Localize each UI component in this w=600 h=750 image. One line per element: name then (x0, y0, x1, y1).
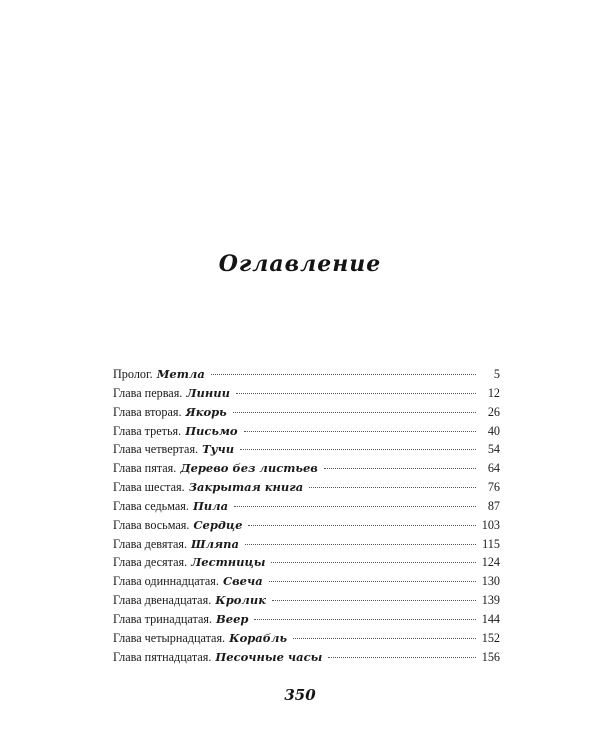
toc-page-number: 64 (487, 461, 500, 476)
toc-chapter-name: Якорь (185, 404, 227, 419)
toc-page-number: 76 (487, 480, 500, 495)
toc-chapter-name: Лестницы (191, 555, 266, 570)
toc-entry (113, 553, 500, 572)
dot-leader (245, 544, 476, 545)
toc-entry (113, 497, 500, 516)
toc-chapter-label: Глава девятая. (113, 536, 188, 551)
toc-chapter-name: Свеча (222, 574, 263, 589)
toc-page-number: 26 (487, 404, 500, 419)
toc-page-number: 130 (481, 574, 500, 589)
toc-chapter-label: Пролог. (113, 367, 153, 381)
toc-chapter-label: Глава пятая. (113, 461, 177, 476)
toc-chapter-name: Метла (156, 367, 205, 381)
toc-page-number: 5 (493, 367, 500, 381)
toc-chapter-name: Сердце (193, 517, 243, 532)
toc-page-number: 12 (487, 385, 500, 400)
dot-leader (269, 581, 476, 582)
toc-chapter-name: Тучи (202, 442, 235, 457)
toc-chapter-name: Дерево без листьев (180, 461, 318, 476)
toc-chapter-label: Глава первая. (113, 385, 183, 400)
toc-entry (113, 459, 500, 478)
toc-chapter-name: Корабль (229, 630, 288, 645)
toc-chapter-name: Песочные часы (215, 649, 323, 664)
toc-entry (113, 648, 500, 667)
toc-chapter-label: Глава одиннадцатая. (113, 574, 219, 589)
toc-chapter-name: Веер (216, 611, 249, 626)
toc-chapter-label: Глава вторая. (113, 404, 182, 419)
toc-entry (113, 535, 500, 554)
toc-chapter-label: Глава десятая. (113, 555, 188, 570)
dot-leader (248, 525, 475, 526)
toc-chapter-name: Письмо (185, 423, 238, 438)
toc-page-number: 152 (481, 630, 500, 645)
toc-chapter-label: Глава восьмая. (113, 517, 190, 532)
toc-page-number: 144 (481, 611, 500, 626)
toc-chapter-label: Глава тринадцатая. (113, 611, 213, 626)
toc-chapter-name: Закрытая книга (188, 480, 304, 495)
dot-leader (271, 562, 475, 563)
toc-chapter-label: Глава четвертая. (113, 442, 199, 457)
dot-leader (293, 638, 476, 639)
toc-chapter-name: Кролик (215, 593, 266, 608)
toc-chapter-label: Глава седьмая. (113, 498, 189, 513)
toc-entry (113, 440, 500, 459)
dot-leader (324, 468, 476, 469)
toc-entry (113, 516, 500, 535)
dot-leader (328, 657, 475, 658)
toc-chapter-name: Пила (192, 498, 229, 513)
toc-chapter-label: Глава шестая. (113, 480, 185, 495)
toc-chapter-name: Шляпа (191, 536, 239, 551)
dot-leader (211, 374, 476, 375)
toc-chapter-label: Глава пятнадцатая. (113, 649, 212, 664)
dot-leader (234, 506, 476, 507)
toc-page-number: 103 (481, 517, 500, 532)
toc-entry (113, 478, 500, 497)
toc-entry (113, 572, 500, 591)
dot-leader (240, 449, 476, 450)
toc-chapter-label: Глава третья. (113, 423, 182, 438)
toc-page-number: 124 (481, 555, 500, 570)
toc-entry (113, 422, 500, 441)
page-title: Оглавление (218, 251, 382, 277)
toc-entry (113, 365, 500, 384)
toc-entry (113, 629, 500, 648)
toc-chapter-label: Глава двенадцатая. (113, 593, 212, 608)
dot-leader (309, 487, 476, 488)
dot-leader (244, 431, 476, 432)
toc-entry (113, 610, 500, 629)
table-of-contents (113, 365, 500, 667)
toc-page-number: 87 (487, 498, 500, 513)
toc-entry (113, 591, 500, 610)
toc-chapter-label: Глава четырнадцатая. (113, 630, 226, 645)
dot-leader (236, 393, 476, 394)
toc-page-number: 54 (487, 442, 500, 457)
toc-chapter-name: Линии (186, 385, 230, 400)
dot-leader (233, 412, 476, 413)
toc-entry (113, 403, 500, 422)
toc-page-number: 156 (481, 649, 500, 664)
dot-leader (272, 600, 476, 601)
dot-leader (254, 619, 475, 620)
page-number: 350 (284, 686, 316, 704)
toc-page-number: 139 (481, 593, 500, 608)
toc-page-number: 40 (487, 423, 500, 438)
toc-entry (113, 384, 500, 403)
toc-page-number: 115 (482, 536, 500, 551)
